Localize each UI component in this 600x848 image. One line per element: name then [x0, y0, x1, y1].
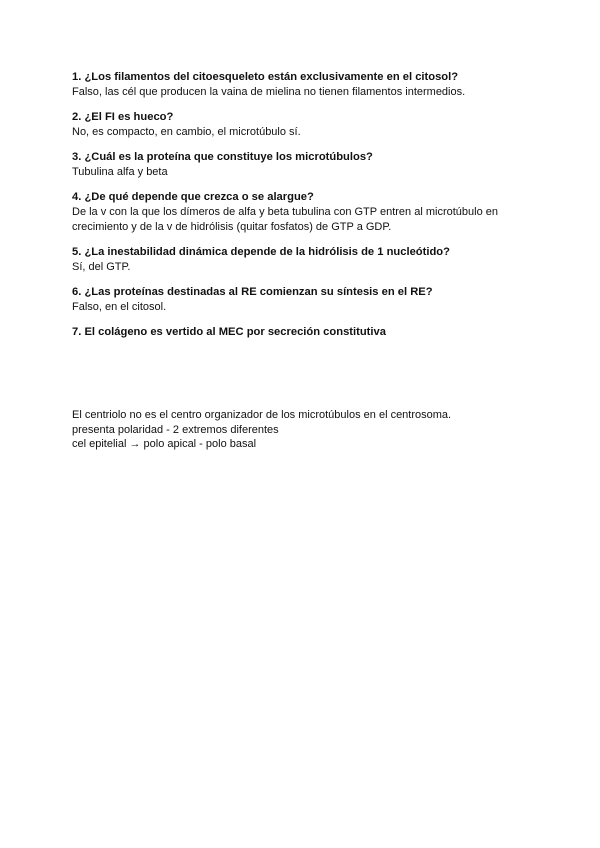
question-2: 2. ¿El FI es hueco?	[72, 111, 174, 123]
note-line-2: presenta polaridad - 2 extremos diferentes	[72, 423, 279, 436]
qa-item-6	[72, 285, 542, 315]
answer-4-line-2: crecimiento y de la v de hidrólisis (quitar fosfatos) de GTP a GDP.	[72, 221, 392, 233]
question-4: 4. ¿De qué depende que crezca o se alargue?	[72, 191, 314, 203]
qa-item-7	[72, 325, 542, 340]
answer-5-line-1: Sí, del GTP.	[72, 261, 131, 273]
note-line-3: cel epitelial → polo apical - polo basal	[72, 438, 257, 450]
question-1: 1. ¿Los filamentos del citoesqueleto están exclusivamente en el citosol?	[72, 71, 459, 83]
note-line-1: El centriolo no es el centro organizador de los microtúbulos en el centrosoma.	[72, 409, 452, 421]
question-7: 7. El colágeno es vertido al MEC por secreción constitutiva	[72, 326, 386, 338]
answer-3-line-1: Tubulina alfa y beta	[72, 166, 168, 178]
qa-list	[72, 70, 542, 350]
answer-6-line-1: Falso, en el citosol.	[72, 301, 167, 313]
question-3: 3. ¿Cuál es la proteína que constituye los microtúbulos?	[72, 151, 373, 163]
answer-1-line-1: Falso, las cél que producen la vaina de mielina no tienen filamentos intermedios.	[72, 86, 466, 98]
answer-4-line-1: De la v con la que los dímeros de alfa y beta tubulina con GTP entren al microtúbulo en	[72, 206, 498, 218]
qa-item-3	[72, 150, 542, 180]
answer-2-line-1: No, es compacto, en cambio, el microtúbulo sí.	[72, 126, 301, 138]
qa-item-2	[72, 110, 542, 140]
notes-section	[72, 408, 542, 452]
question-5: 5. ¿La inestabilidad dinámica depende de la hidrólisis de 1 nucleótido?	[72, 246, 450, 258]
qa-item-1	[72, 70, 542, 100]
qa-item-4	[72, 190, 542, 235]
qa-item-5	[72, 245, 542, 275]
question-6: 6. ¿Las proteínas destinadas al RE comienzan su síntesis en el RE?	[72, 286, 433, 298]
